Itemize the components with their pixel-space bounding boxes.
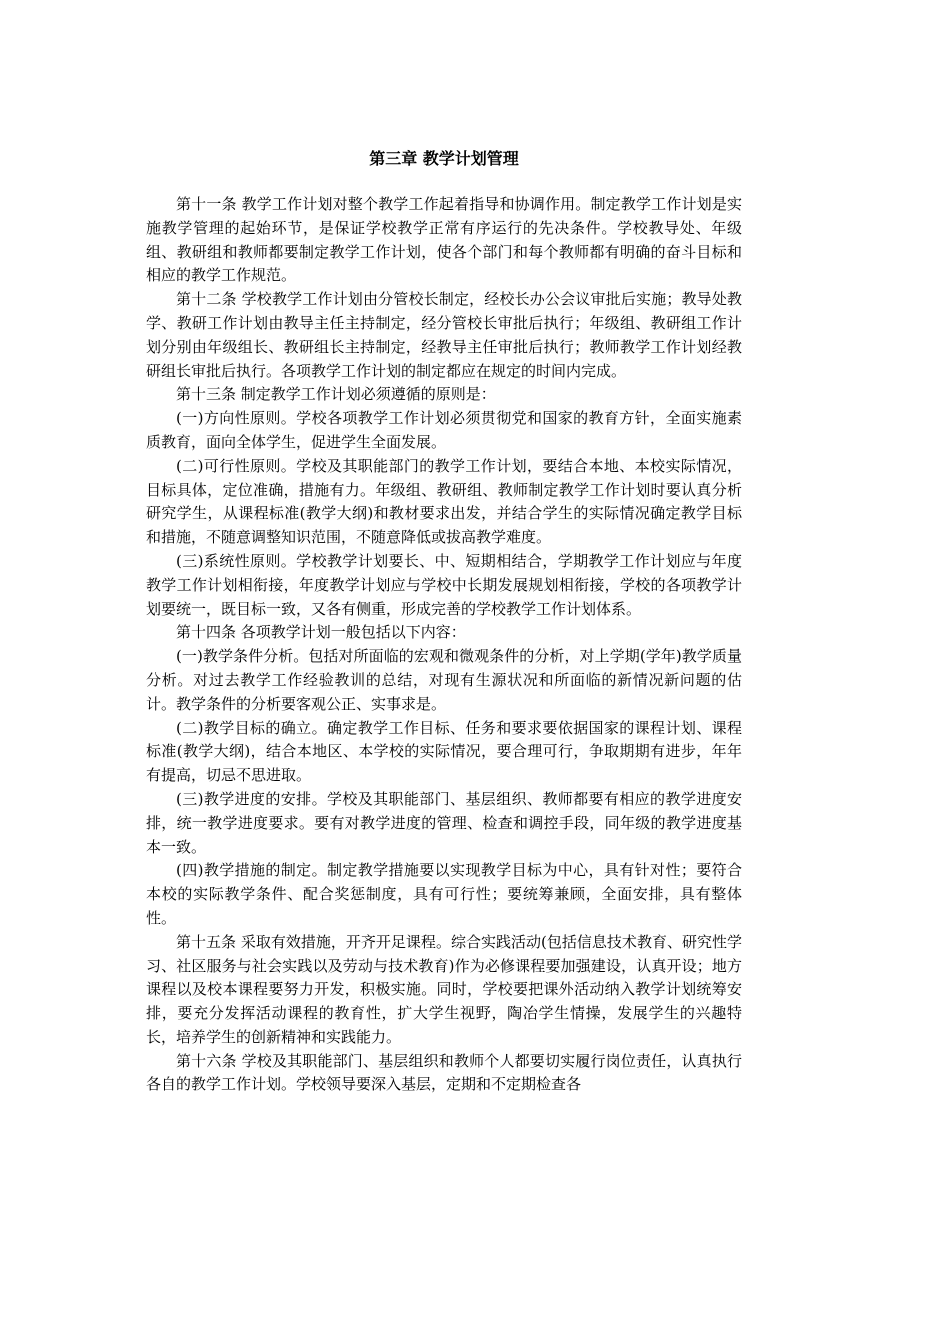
principle-system-paragraph: (三)系统性原则。学校教学计划要长、中、短期相结合，学期教学工作计划应与年度教学工作计划相衔接，年度教学计划应与学校中长期发展规划相衔接，学校的各项教学计划要统一，既目标一致，又各有侧重，形成完善的学校教学工作计划体系。 (146, 551, 742, 618)
article-12-paragraph: 第十二条 学校教学工作计划由分管校长制定，经校长办公会议审批后实施；教导处教学、教研工作计划由教导主任主持制定，经分管校长审批后执行；年级组、教研组工作计划分别由年级组长、教研组长主持制定，经教导主任审批后执行；教师教学工作计划经教研组长审批后执行。各项教学工作计划的制定都应在规定的时间内完成。 (146, 290, 742, 380)
article-14-paragraph: 第十四条 各项教学计划一般包括以下内容： (176, 623, 466, 642)
content-conditions-paragraph: (一)教学条件分析。包括对所面临的宏观和微观条件的分析，对上学期(学年)教学质量分析。对过去教学工作经验教训的总结，对现有生源状况和所面临的新情况新问题的估计。教学条件的分析要客观公正、实事求是。 (146, 647, 742, 713)
article-13-paragraph: 第十三条 制定教学工作计划必须遵循的原则是： (176, 385, 496, 404)
article-16-paragraph: 第十六条 学校及其职能部门、基层组织和教师个人都要切实履行岗位责任，认真执行各自的教学工作计划。学校领导要深入基层，定期和不定期检查各 (146, 1051, 742, 1094)
article-11-paragraph: 第十一条 教学工作计划对整个教学工作起着指导和协调作用。制定教学工作计划是实施教学管理的起始环节，是保证学校教学正常有序运行的先决条件。学校教导处、年级组、教研组和教师都要制定教学工作计划，使各个部门和每个教师都有明确的奋斗目标和相应的教学工作规范。 (146, 195, 742, 285)
chapter-title: 第三章 教学计划管理 (369, 149, 519, 168)
content-goals-paragraph: (二)教学目标的确立。确定教学工作目标、任务和要求要依据国家的课程计划、课程标准(教学大纲)，结合本地区、本学校的实际情况，要合理可行，争取期期有进步，年年有提高，切忌不思进取。 (146, 718, 742, 785)
document-page (146, 148, 742, 1097)
principle-feasibility-paragraph: (二)可行性原则。学校及其职能部门的教学工作计划，要结合本地、本校实际情况，目标具体，定位准确，措施有力。年级组、教研组、教师制定教学工作计划时要认真分析研究学生，从课程标准(教学大纲)和教材要求出发，并结合学生的实际情况确定教学目标和措施，不随意调整知识范围，不随意降低或拔高教学难度。 (146, 456, 742, 547)
principle-direction-paragraph: (一)方向性原则。学校各项教学工作计划必须贯彻党和国家的教育方针，全面实施素质教育，面向全体学生，促进学生全面发展。 (146, 409, 742, 451)
content-measures-paragraph: (四)教学措施的制定。制定教学措施要以实现教学目标为中心，具有针对性；要符合本校的实际教学条件、配合奖惩制度，具有可行性；要统筹兼顾，全面安排，具有整体性。 (146, 861, 742, 927)
content-schedule-paragraph: (三)教学进度的安排。学校及其职能部门、基层组织、教师都要有相应的教学进度安排，统一教学进度要求。要有对教学进度的管理、检查和调控手段，同年级的教学进度基本一致。 (146, 789, 742, 856)
article-15-paragraph: 第十五条 采取有效措施，开齐开足课程。综合实践活动(包括信息技术教育、研究性学习、社区服务与社会实践以及劳动与技术教育)作为必修课程要加强建设，认真开设；地方课程以及校本课程要努力开发，积极实施。同时，学校要把课外活动纳入教学计划统筹安排，要充分发挥活动课程的教育性，扩大学生视野，陶冶学生情操，发展学生的兴趣特长，培养学生的创新精神和实践能力。 (146, 932, 742, 1046)
